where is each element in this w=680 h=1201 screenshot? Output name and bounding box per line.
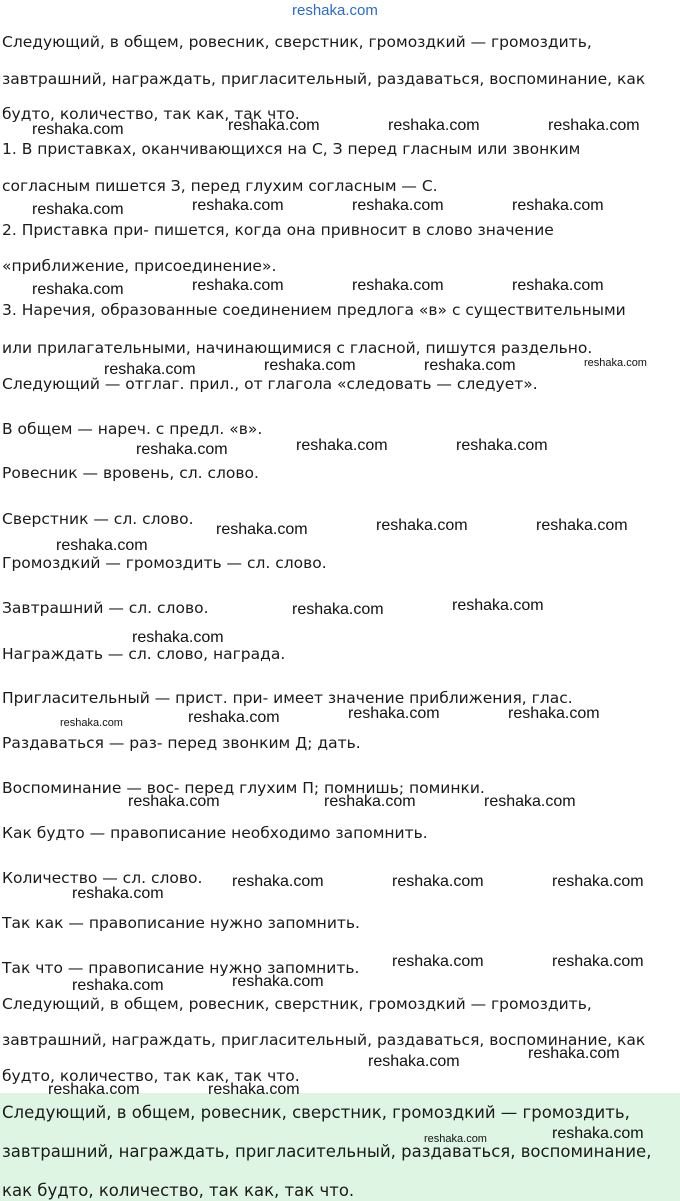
answer-line: как будто, количество, так как, так что. bbox=[2, 1181, 355, 1200]
watermark: reshaka.com bbox=[48, 1081, 140, 1098]
watermark: reshaka.com bbox=[208, 1081, 300, 1098]
watermark: reshaka.com bbox=[512, 197, 604, 214]
rule-line: 1. В приставках, оканчивающихся на С, З перед гласным или звонким bbox=[2, 140, 581, 158]
rule-line: согласным пишется З, перед глухим согласным — С. bbox=[2, 177, 438, 195]
watermark: reshaka.com bbox=[352, 277, 444, 294]
watermark: reshaka.com bbox=[548, 117, 640, 134]
watermark: reshaka.com bbox=[136, 441, 228, 458]
watermark: reshaka.com bbox=[72, 977, 164, 994]
watermark: reshaka.com bbox=[392, 953, 484, 970]
watermark: reshaka.com bbox=[584, 357, 647, 369]
analysis-line: В общем — нареч. с предл. «в». bbox=[2, 420, 263, 438]
repeat-line: будто, количество, так как, так что. bbox=[2, 1067, 300, 1085]
repeat-line: Следующий, в общем, ровесник, сверстник, громоздкий — громоздить, bbox=[2, 995, 592, 1013]
analysis-line: Воспоминание — вос- перед глухим П; помнишь; поминки. bbox=[2, 779, 485, 797]
watermark: reshaka.com bbox=[552, 1125, 644, 1142]
rule-line: или прилагательными, начинающимися с гласной, пишутся раздельно. bbox=[2, 339, 593, 357]
watermark: reshaka.com bbox=[188, 709, 280, 726]
watermark: reshaka.com bbox=[392, 873, 484, 890]
repeat-line: завтрашний, награждать, пригласительный, раздаваться, воспоминание, как bbox=[2, 1031, 646, 1049]
rule-line: «приближение, присоединение». bbox=[2, 257, 277, 275]
watermark: reshaka.com bbox=[192, 197, 284, 214]
watermark: reshaka.com bbox=[192, 277, 284, 294]
watermark: reshaka.com bbox=[216, 521, 308, 538]
answer-line: Следующий, в общем, ровесник, сверстник, громоздкий — громоздить, bbox=[2, 1103, 630, 1122]
rule-line: 2. Приставка при- пишется, когда она привносит в слово значение bbox=[2, 221, 554, 239]
watermark: reshaka.com bbox=[232, 873, 324, 890]
watermark: reshaka.com bbox=[132, 629, 224, 646]
watermark: reshaka.com bbox=[292, 601, 384, 618]
watermark: reshaka.com bbox=[368, 1053, 460, 1070]
watermark: reshaka.com bbox=[536, 517, 628, 534]
watermark: reshaka.com bbox=[128, 793, 220, 810]
intro-line: завтрашний, награждать, пригласительный, раздаваться, воспоминание, как bbox=[2, 70, 646, 88]
answer-block bbox=[0, 1093, 680, 1201]
analysis-line: Сверстник — сл. слово. bbox=[2, 510, 194, 528]
watermark: reshaka.com bbox=[324, 793, 416, 810]
watermark: reshaka.com bbox=[376, 517, 468, 534]
watermark: reshaka.com bbox=[424, 357, 516, 374]
watermark: reshaka.com bbox=[228, 117, 320, 134]
watermark: reshaka.com bbox=[232, 973, 324, 990]
rule-line: 3. Наречия, образованные соединением предлога «в» с существительными bbox=[2, 301, 626, 319]
watermark: reshaka.com bbox=[352, 197, 444, 214]
analysis-line: Награждать — сл. слово, награда. bbox=[2, 645, 286, 663]
analysis-line: Громоздкий — громоздить — сл. слово. bbox=[2, 554, 327, 572]
watermark: reshaka.com bbox=[60, 717, 123, 729]
analysis-line: Так что — правописание нужно запомнить. bbox=[2, 959, 360, 977]
watermark: reshaka.com bbox=[552, 873, 644, 890]
watermark: reshaka.com bbox=[32, 281, 124, 298]
watermark: reshaka.com bbox=[424, 1133, 487, 1145]
analysis-line: Завтрашний — сл. слово. bbox=[2, 599, 209, 617]
watermark: reshaka.com bbox=[264, 357, 356, 374]
watermark: reshaka.com bbox=[56, 537, 148, 554]
watermark: reshaka.com bbox=[348, 705, 440, 722]
header-watermark[interactable]: reshaka.com bbox=[292, 2, 378, 19]
watermark: reshaka.com bbox=[72, 885, 164, 902]
analysis-line: Ровесник — вровень, сл. слово. bbox=[2, 464, 259, 482]
watermark: reshaka.com bbox=[456, 437, 548, 454]
watermark: reshaka.com bbox=[512, 277, 604, 294]
watermark: reshaka.com bbox=[296, 437, 388, 454]
analysis-line: Так как — правописание нужно запомнить. bbox=[2, 914, 360, 932]
analysis-line: Как будто — правописание необходимо запомнить. bbox=[2, 824, 428, 842]
analysis-line: Раздаваться — раз- перед звонким Д; дать. bbox=[2, 734, 361, 752]
analysis-line: Количество — сл. слово. bbox=[2, 869, 203, 887]
intro-line: будто, количество, так как, так что. bbox=[2, 105, 300, 123]
analysis-line: Пригласительный — прист. при- имеет значение приближения, глас. bbox=[2, 689, 573, 707]
watermark: reshaka.com bbox=[508, 705, 600, 722]
watermark: reshaka.com bbox=[528, 1045, 620, 1062]
watermark: reshaka.com bbox=[552, 953, 644, 970]
watermark: reshaka.com bbox=[388, 117, 480, 134]
watermark: reshaka.com bbox=[104, 361, 196, 378]
watermark: reshaka.com bbox=[32, 201, 124, 218]
watermark: reshaka.com bbox=[32, 121, 124, 138]
answer-line: завтрашний, награждать, пригласительный, раздаваться, воспоминание, bbox=[2, 1142, 652, 1161]
analysis-line: Следующий — отглаг. прил., от глагола «следовать — следует». bbox=[2, 375, 538, 393]
watermark: reshaka.com bbox=[484, 793, 576, 810]
watermark: reshaka.com bbox=[452, 597, 544, 614]
intro-line: Следующий, в общем, ровесник, сверстник, громоздкий — громоздить, bbox=[2, 33, 592, 51]
